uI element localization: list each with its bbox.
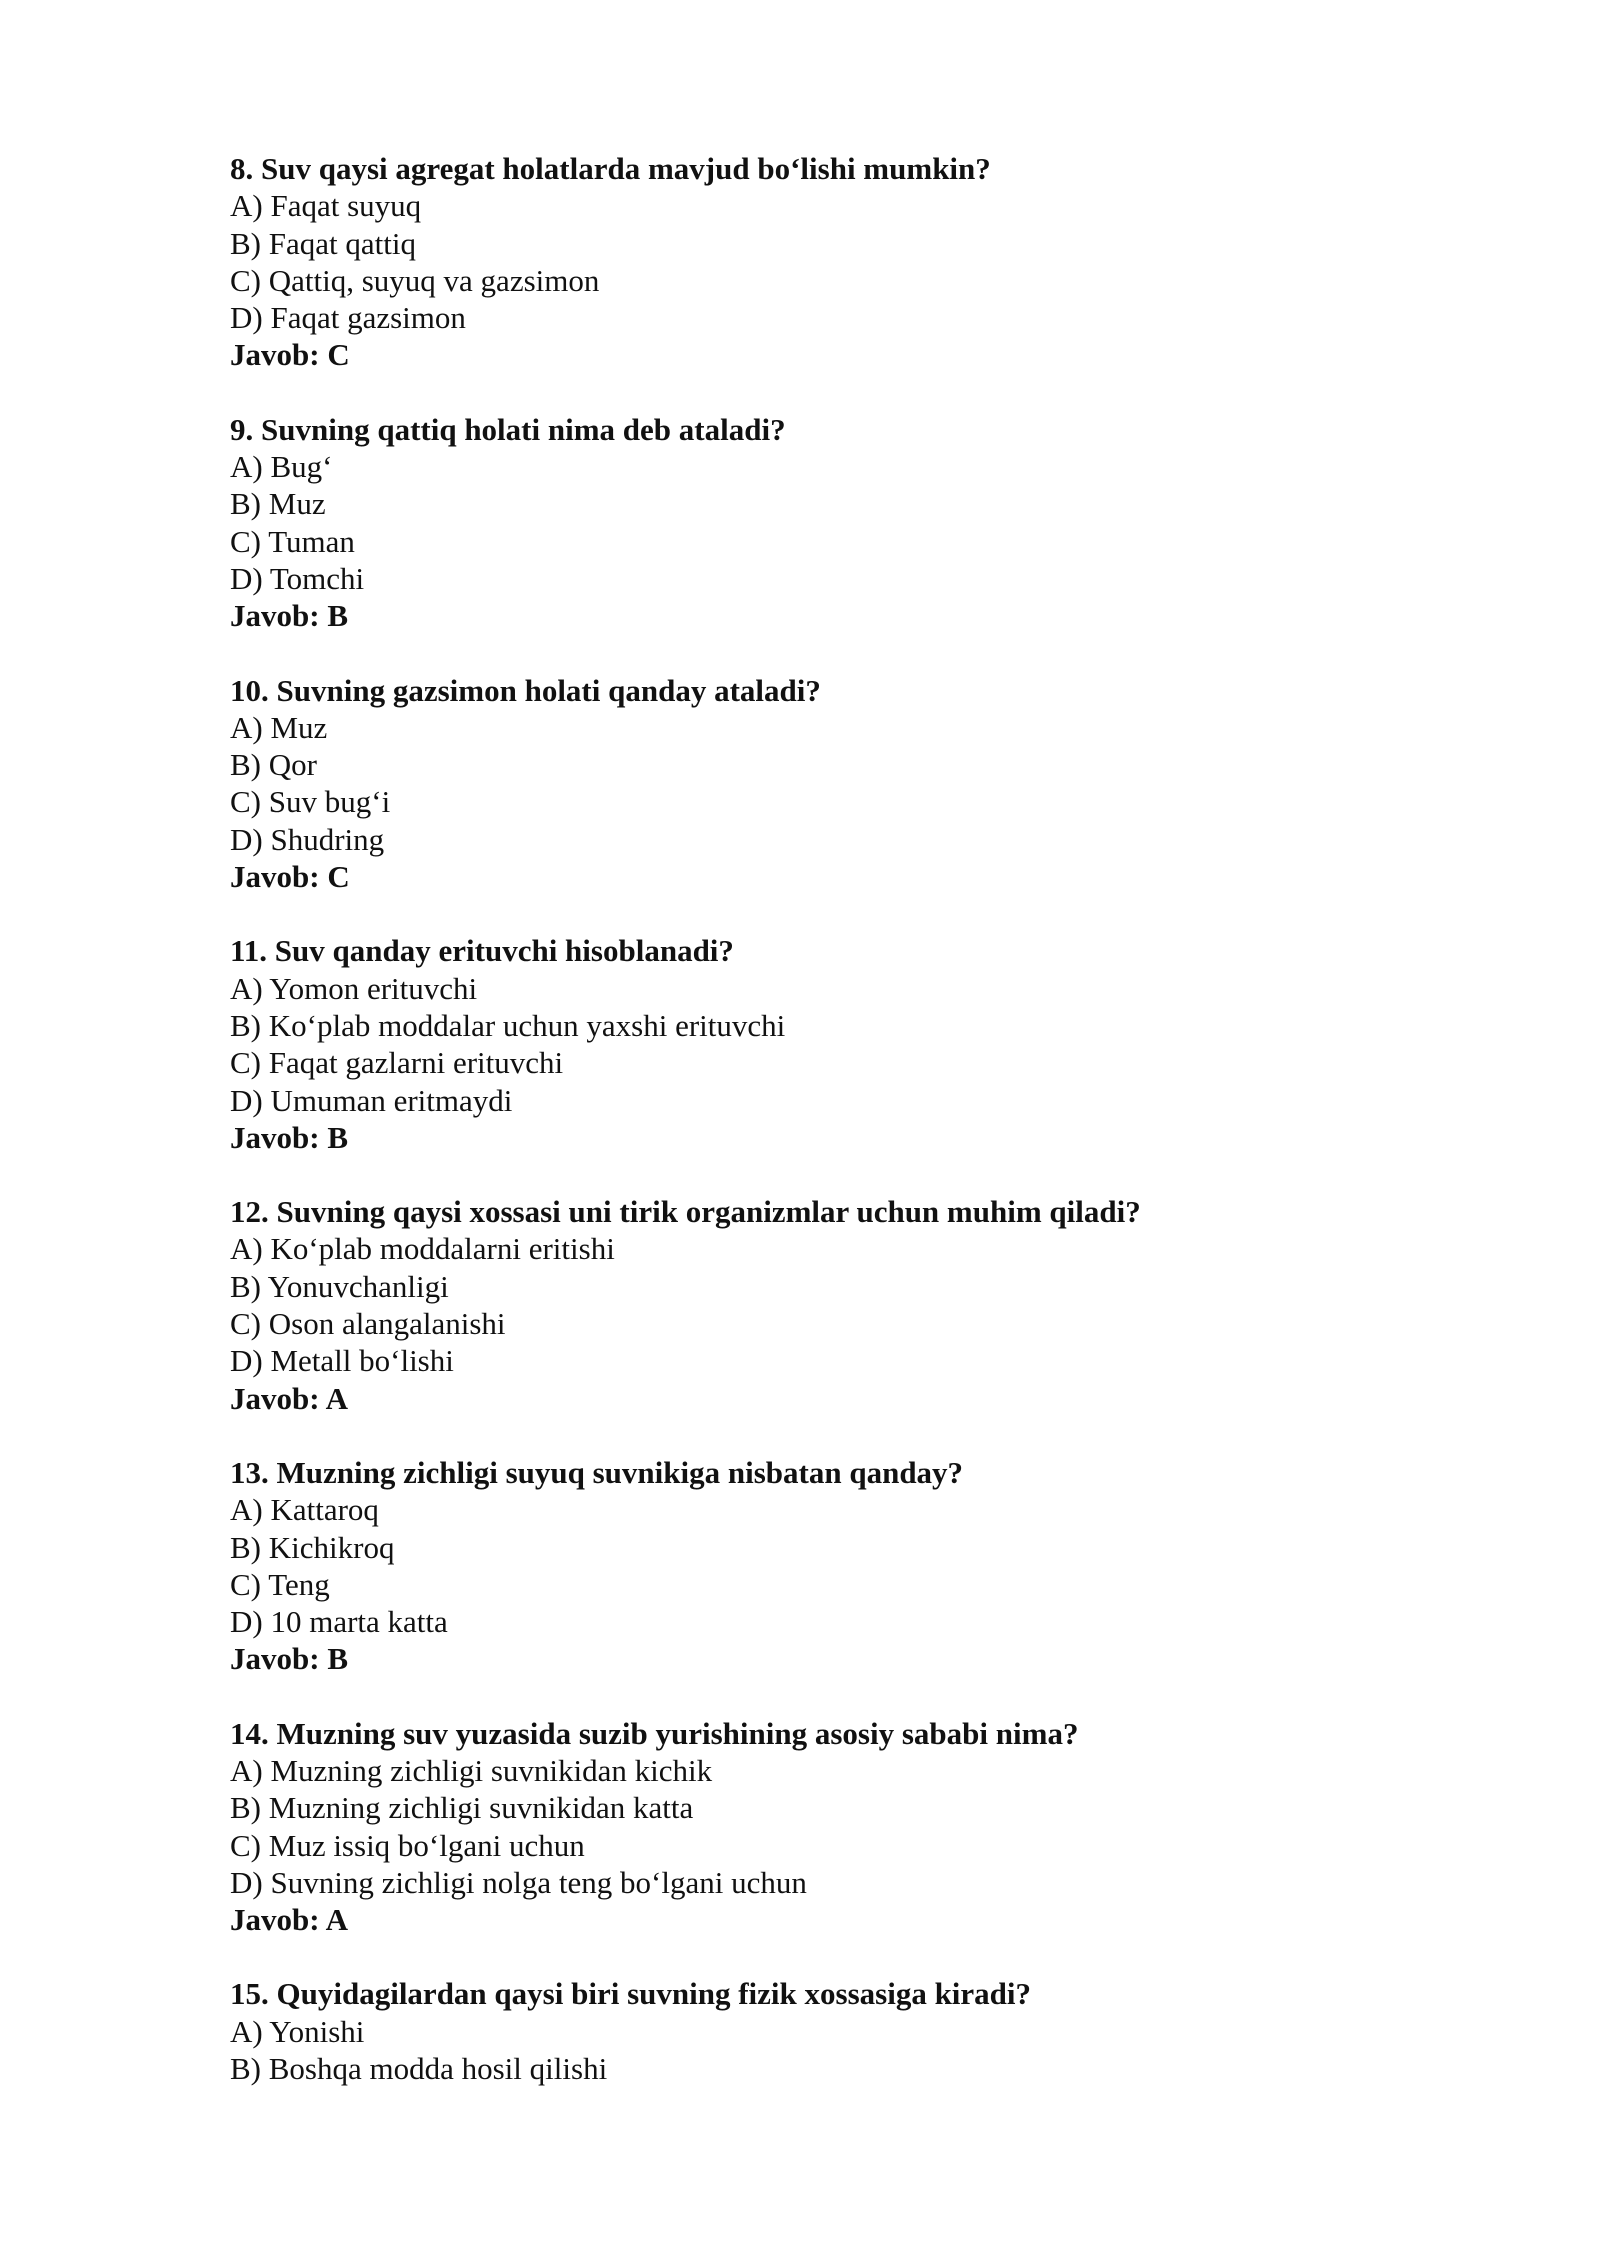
option-c: C) Teng	[230, 1566, 330, 1602]
option-b: B) Qor	[230, 747, 317, 783]
option-b: B) Kichikroq	[230, 1529, 395, 1565]
option-c: C) Qattiq, suyuq va gazsimon	[230, 262, 600, 298]
question-title: 11. Suv qanday erituvchi hisoblanadi?	[230, 933, 734, 969]
question-title: 15. Quyidagilardan qaysi biri suvning fizik xossasiga kiradi?	[230, 1976, 1032, 2012]
answer-line: Javob: B	[230, 1641, 348, 1677]
question-13	[230, 1454, 1470, 1678]
answer-line: Javob: A	[230, 1902, 348, 1938]
option-b: B) Ko‘plab moddalar uchun yaxshi erituvchi	[230, 1007, 786, 1043]
option-d: D) Metall bo‘lishi	[230, 1343, 454, 1379]
option-b: B) Boshqa modda hosil qilishi	[230, 2051, 608, 2087]
option-b: B) Muz	[230, 486, 326, 522]
option-c: C) Muz issiq bo‘lgani uchun	[230, 1827, 585, 1863]
option-d: D) Tomchi	[230, 560, 365, 596]
answer-line: Javob: B	[230, 1119, 348, 1155]
option-a: A) Yomon erituvchi	[230, 970, 478, 1006]
answer-line: Javob: A	[230, 1380, 348, 1416]
answer-line: Javob: C	[230, 337, 350, 373]
question-title: 10. Suvning gazsimon holati qanday ataladi?	[230, 672, 821, 708]
answer-line: Javob: C	[230, 859, 350, 895]
option-d: D) 10 marta katta	[230, 1604, 448, 1640]
question-title: 8. Suv qaysi agregat holatlarda mavjud bo‘lishi mumkin?	[230, 151, 991, 186]
question-14	[230, 1715, 1470, 1939]
question-9	[230, 411, 1470, 635]
option-b: B) Muzning zichligi suvnikidan katta	[230, 1790, 694, 1826]
question-title: 12. Suvning qaysi xossasi uni tirik organizmlar uchun muhim qiladi?	[230, 1194, 1141, 1230]
option-d: D) Umuman eritmaydi	[230, 1082, 513, 1118]
option-c: C) Faqat gazlarni erituvchi	[230, 1045, 564, 1081]
option-a: A) Faqat suyuq	[230, 188, 422, 224]
option-d: D) Faqat gazsimon	[230, 300, 466, 336]
question-12	[230, 1193, 1470, 1417]
question-title: 13. Muzning zichligi suyuq suvnikiga nisbatan qanday?	[230, 1454, 964, 1490]
question-title: 14. Muzning suv yuzasida suzib yurishining asosiy sababi nima?	[230, 1715, 1079, 1751]
question-15	[230, 1975, 1470, 2087]
option-b: B) Faqat qattiq	[230, 225, 416, 261]
question-title: 9. Suvning qattiq holati nima deb ataladi?	[230, 411, 786, 447]
document-page	[230, 150, 1470, 2124]
option-d: D) Suvning zichligi nolga teng bo‘lgani uchun	[230, 1864, 807, 1900]
option-c: C) Tuman	[230, 523, 355, 559]
question-11	[230, 932, 1470, 1156]
option-a: A) Bug‘	[230, 449, 333, 485]
option-d: D) Shudring	[230, 821, 385, 857]
option-a: A) Yonishi	[230, 2013, 365, 2049]
option-a: A) Muzning zichligi suvnikidan kichik	[230, 1752, 713, 1788]
option-c: C) Oson alangalanishi	[230, 1306, 506, 1342]
question-10	[230, 672, 1470, 896]
option-a: A) Kattaroq	[230, 1492, 379, 1528]
answer-line: Javob: B	[230, 598, 348, 634]
option-a: A) Ko‘plab moddalarni eritishi	[230, 1231, 615, 1267]
question-8	[230, 150, 1470, 374]
option-b: B) Yonuvchanligi	[230, 1268, 449, 1304]
option-a: A) Muz	[230, 709, 328, 745]
option-c: C) Suv bug‘i	[230, 784, 391, 820]
